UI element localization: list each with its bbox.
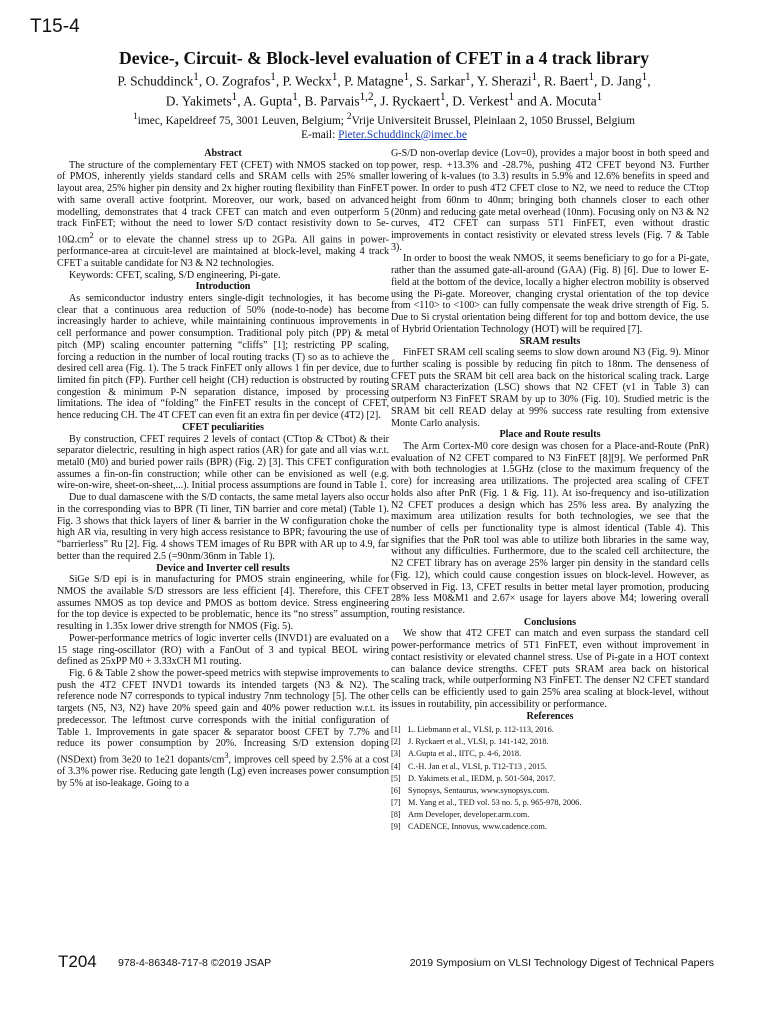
reference-text: C.-H. Jan et al., VLSI, p. T12-T13 , 2015. [408,761,547,771]
left-column: Abstract The structure of the complementary FET (CFET) with NMOS stacked on top of PMOS, inherently yields standard cells and SRAM cells with 25% smaller layout area, 25% higher pin density and 2x higher routing flexibility than FinFET with same overall active footprint. Moreover, our work, based on advanced modelling, demonstrates that 4 track CFET can match and even outperform 5 track FinFET; without the need to lower S/D contact resistivity down to $5e-10\Omega.cm^2$ or to elevate the channel stress up to 2GPa. All gains in power-performance-area at circuit-level are maintained at block-level, making 4 track CFET a suitable candidate for N3 & N2 technologies. Keywords: CFET, scaling, S/D engineering, Pi-gate. Introduction As semiconductor industry enters single-digit technologies, it has become clear that a continuous area reduction of 50% (node-to-node) has become increasingly harder to achieve, while maintaining continuous improvements in cell performance and power consumption. Traditional poly pitch (PP) & metal pitch (MP) scaling encounter patterning “cliffs” [1]; restricting PP scaling, forcing a reduction in the number of local routing tracks (T) so as to achieve the desired cell area (Fig. 1). The 5 track FinFET only allows 1 fin per device, due to limited fin pitch (FP). Further cell height (CH) reduction is obstructed by routing congestion & minimum P-N separation distance, imposed by processing limitations. The idea of “folding” the FinFET results in the concept of CFET, hence reducing CH. The 4T CFET can even fit an extra fin per device (4T2) [2]. CFET peculiarities By construction, CFET requires 2 levels of contact (CTtop & CTbot) & their separator dielectric, resulting in high aspect ratios (AR) for gate and all vias w.r.t. metal0 (M0) and buried power rails (BPR) (Fig. 2) [3]. This CFET configuration assumes a fin-on-fin construction; while other can be envisioned as well (e.g. wire-on-wire, sheet-on-sheet,...). Initial process assumptions are found in Table 1. Due to dual damascene with the S/D contacts, the same metal layers also occur in the corresponding vias to BPR (Ti liner, TiN barrier and core metal) (Table 1). Fig. 3 shows that thick layers of liner & barrier in the W configuration choke the high AR via, resulting in very high access resistance to BPR; favouring the use of “barrierless” Ru [2]. Fig. 4 shows TEM images of Ru BPR with AR up to 4.9, far better than the required 2.5 (=90nm/36nm in Table 1). Device and Inverter cell results SiGe S/D epi is in manufacturing for PMOS strain engineering, while for NMOS the available S/D stressors are less efficient [4]. Therefore, this CFET assumes NMOS as top device and PMOS as bottom device. Stress engineering for the top device is expected to be problematic, hence its “no stress” assumption, resulting in 1.35x lower drive strength for NMOS (Fig. 5). Power-performance metrics of logic inverter cells (INVD1) are evaluated on a 15 stage ring-oscillator (RO) with a FanOut of 3 and typical BEOL wiring defined as 25xPP M0 + 3.33xCH M1 routing. Fig. 6 & Table 2 show the power-speed metrics with stepwise improvements to push the 4T2 CFET INVD1 towards its intended targets (N3 & N2). The reference node N7 corresponds to typical industry 7nm technology [5]. The other targets (N5, N3, N2) have 20% speed gain and 40% power reduction w.r.t. its predecessor. The leftmost curve corresponds with the initial configuration of Table 1. Improvements in gate spacer & separator boost CFET by 7.7% and reduce its power consumption by 20%. Increasing S/D extension doping (NSDext) from 3e20 to 1e21 dopants/$cm^3$, improves cell speed by 2.5% at a cost of 3.3% power rise. Reducing gate length (Lg) even increases power consumption by 5% at iso-leakage. Going to a [57,148,389,789]
reference-number: [5] [391,773,401,783]
conference-name: 2019 Symposium on VLSI Technology Digest of Technical Papers [409,957,714,969]
reference-item [391,748,709,760]
reference-number: [7] [391,797,401,807]
reference-item [391,773,709,785]
reference-text: J. Ryckaert et al., VLSI, p. 141-142, 2018. [408,737,549,747]
right-column-body: G-S/D non-overlap device (Lov=0), provides a major boost in both speed and power, resp. +13.3% and -28.7%, pushing 4T2 CFET beyond N3. Further lowering of k-values (to 3.3) results in 5.9% and 12.6% benefits in speed and power. In order to push 4T2 CFET close to N2, we need to reduce the CTtop height from 60nm to 40nm; bringing both channels closer to each other (20nm) and reducing gate metal overhead (10nm). Focusing only on N3 & N2 curves, 4T2 CFET can surpass 5T1 FinFET, even without drastic improvements in contact resistivity or elevated stress levels (Fig. 7 & Table 3). In order to boost the weak NMOS, it seems beneficiary to go for a Pi-gate, rather than the assumed gate-all-around (GAA) (Fig. 8) [6]. Due to lower E-field at the bottom of the device, locally a higher electron mobility is observed using the Pi-gate. Moreover, changing crystal orientation of the top device from <110> to <100> can fully compensate the weak drive strength of Fig. 5. Due to Si crystal orientation being different for top and bottom device, the use of Hybrid Orientation Technology (HOT) will be required [7]. SRAM results FinFET SRAM cell scaling seems to slow down around N3 (Fig. 9). Minor further scaling is possible by reducing fin pitch to 18nm. The denseness of CFET puts the SRAM bit cell area back on the historical scaling track. Large SRAM characterization (LSC) shows that N2 CFET (v1 in Table 3) can outperform N3 FinFET SRAM by up to 30% (Fig. 10). Studied metric is the SRAM bit cell READ delay at 99% success rate resulting from extensive Monte Carlo analysis. Place and Route results The Arm Cortex-M0 core design was chosen for a Place-and-Route (PnR) evaluation of N2 CFET compared to N3 FinFET [8][9]. We performed PnR with both technologies at 1.5GHz (close to the maximum frequency of the core) for increasing area utilizations. The projected area scaling of CFET holds also after PnR (Fig. 1 & Fig. 11). At iso-frequency and iso-utilization N2 CFET produces a design which has 25% less area. By analyzing the maximum area utilization results for both technologies, we see that the number of cells per functionality type is almost identical (Table 4). This signifies that the PnR tool was able to utilize both libraries in the same way, without any difficulties. Furthermore, due to the scaled cell architecture, the N2 CFET library has on average 25% larger pin density in the standard cells (Fig. 12), which could cause congestion issues on block-level. However, as observed in Fig. 13, CFET results in better metal layer promotion, producing 28% less M0&M1 and 2.67× usage for layers above M4; lowering overall routing resistance. Conclusions We show that 4T2 CFET can match and even surpass the standard cell power-performance metrics of 5T1 FinFET, even without improvement in contact resistivity or elevated channel stress. Use of Pi-gate in a HOT context can balance device strengths. CFET puts SRAM area back on historical scaling track, while outperforming N3 FinFET. The denser N2 CFET standard cells can be efficiently used to gain 25% area scaling at block-level, without issues in routability, pin accessibility or performance. References [391,148,709,722]
page-footer [58,952,714,974]
reference-number: [2] [391,737,401,747]
reference-item [391,724,709,736]
isbn-copyright: 978-4-86348-717-8 ©2019 JSAP [118,957,272,969]
page-number: T204 [58,952,97,971]
reference-text: CADENCE, Innovus, www.cadence.com. [408,821,547,831]
right-column [391,148,709,833]
paper-title: Device-, Circuit- & Block-level evaluation of CFET in a 4 track library [118,48,650,68]
reference-text: Synopsys, Sentaurus, www.synopsys.com. [408,785,550,795]
email-label: E-mail: [301,128,339,141]
reference-item [391,797,709,809]
reference-number: [1] [391,725,401,735]
reference-number: [3] [391,749,401,759]
reference-item [391,809,709,821]
reference-text: L. Liebmann et al., VLSI, p. 112-113, 2016. [408,725,554,735]
reference-text: D. Yakimets et al., IEDM, p. 501-504, 2017. [408,773,556,783]
reference-item [391,736,709,748]
reference-number: [8] [391,809,401,819]
session-id: T15-4 [30,16,80,37]
affiliations: $^1$imec, Kapeldreef 75, 3001 Leuven, Belgium; $^2$Vrije Universiteit Brussel, Pleinlaan 2, 1050 Brussel, Belgium [132,111,635,127]
reference-number: [4] [391,761,401,771]
paper-header [50,47,718,142]
reference-item [391,821,709,833]
reference-text: M. Yang et al., TED vol. 53 no. 5, p. 965-978, 2006. [408,797,582,807]
contact-email [50,128,718,142]
reference-item [391,761,709,773]
reference-text: A.Gupta et al., IITC, p. 4-6, 2018. [408,749,522,759]
email-link[interactable]: Pieter.Schuddinck@imec.be [338,128,467,141]
reference-number: [6] [391,785,401,795]
author-list: P. Schuddinck$^1$, O. Zografos$^1$, P. Weckx$^1$, P. Matagne$^1$, S. Sarkar$^1$, Y. Sherazi$^1$, R. Baert$^1$, D. Jang$^1$, D. Yakimets$^1$, A. Gupta$^1$, B. Parvais$^{1,2}$, J. Ryckaert$^1$, D. Verkest$^1$ and A. Mocuta$^1$ [117,71,651,109]
reference-text: Arm Developer, developer.arm.com. [408,809,530,819]
reference-list [391,724,709,833]
reference-number: [9] [391,821,401,831]
reference-item [391,785,709,797]
